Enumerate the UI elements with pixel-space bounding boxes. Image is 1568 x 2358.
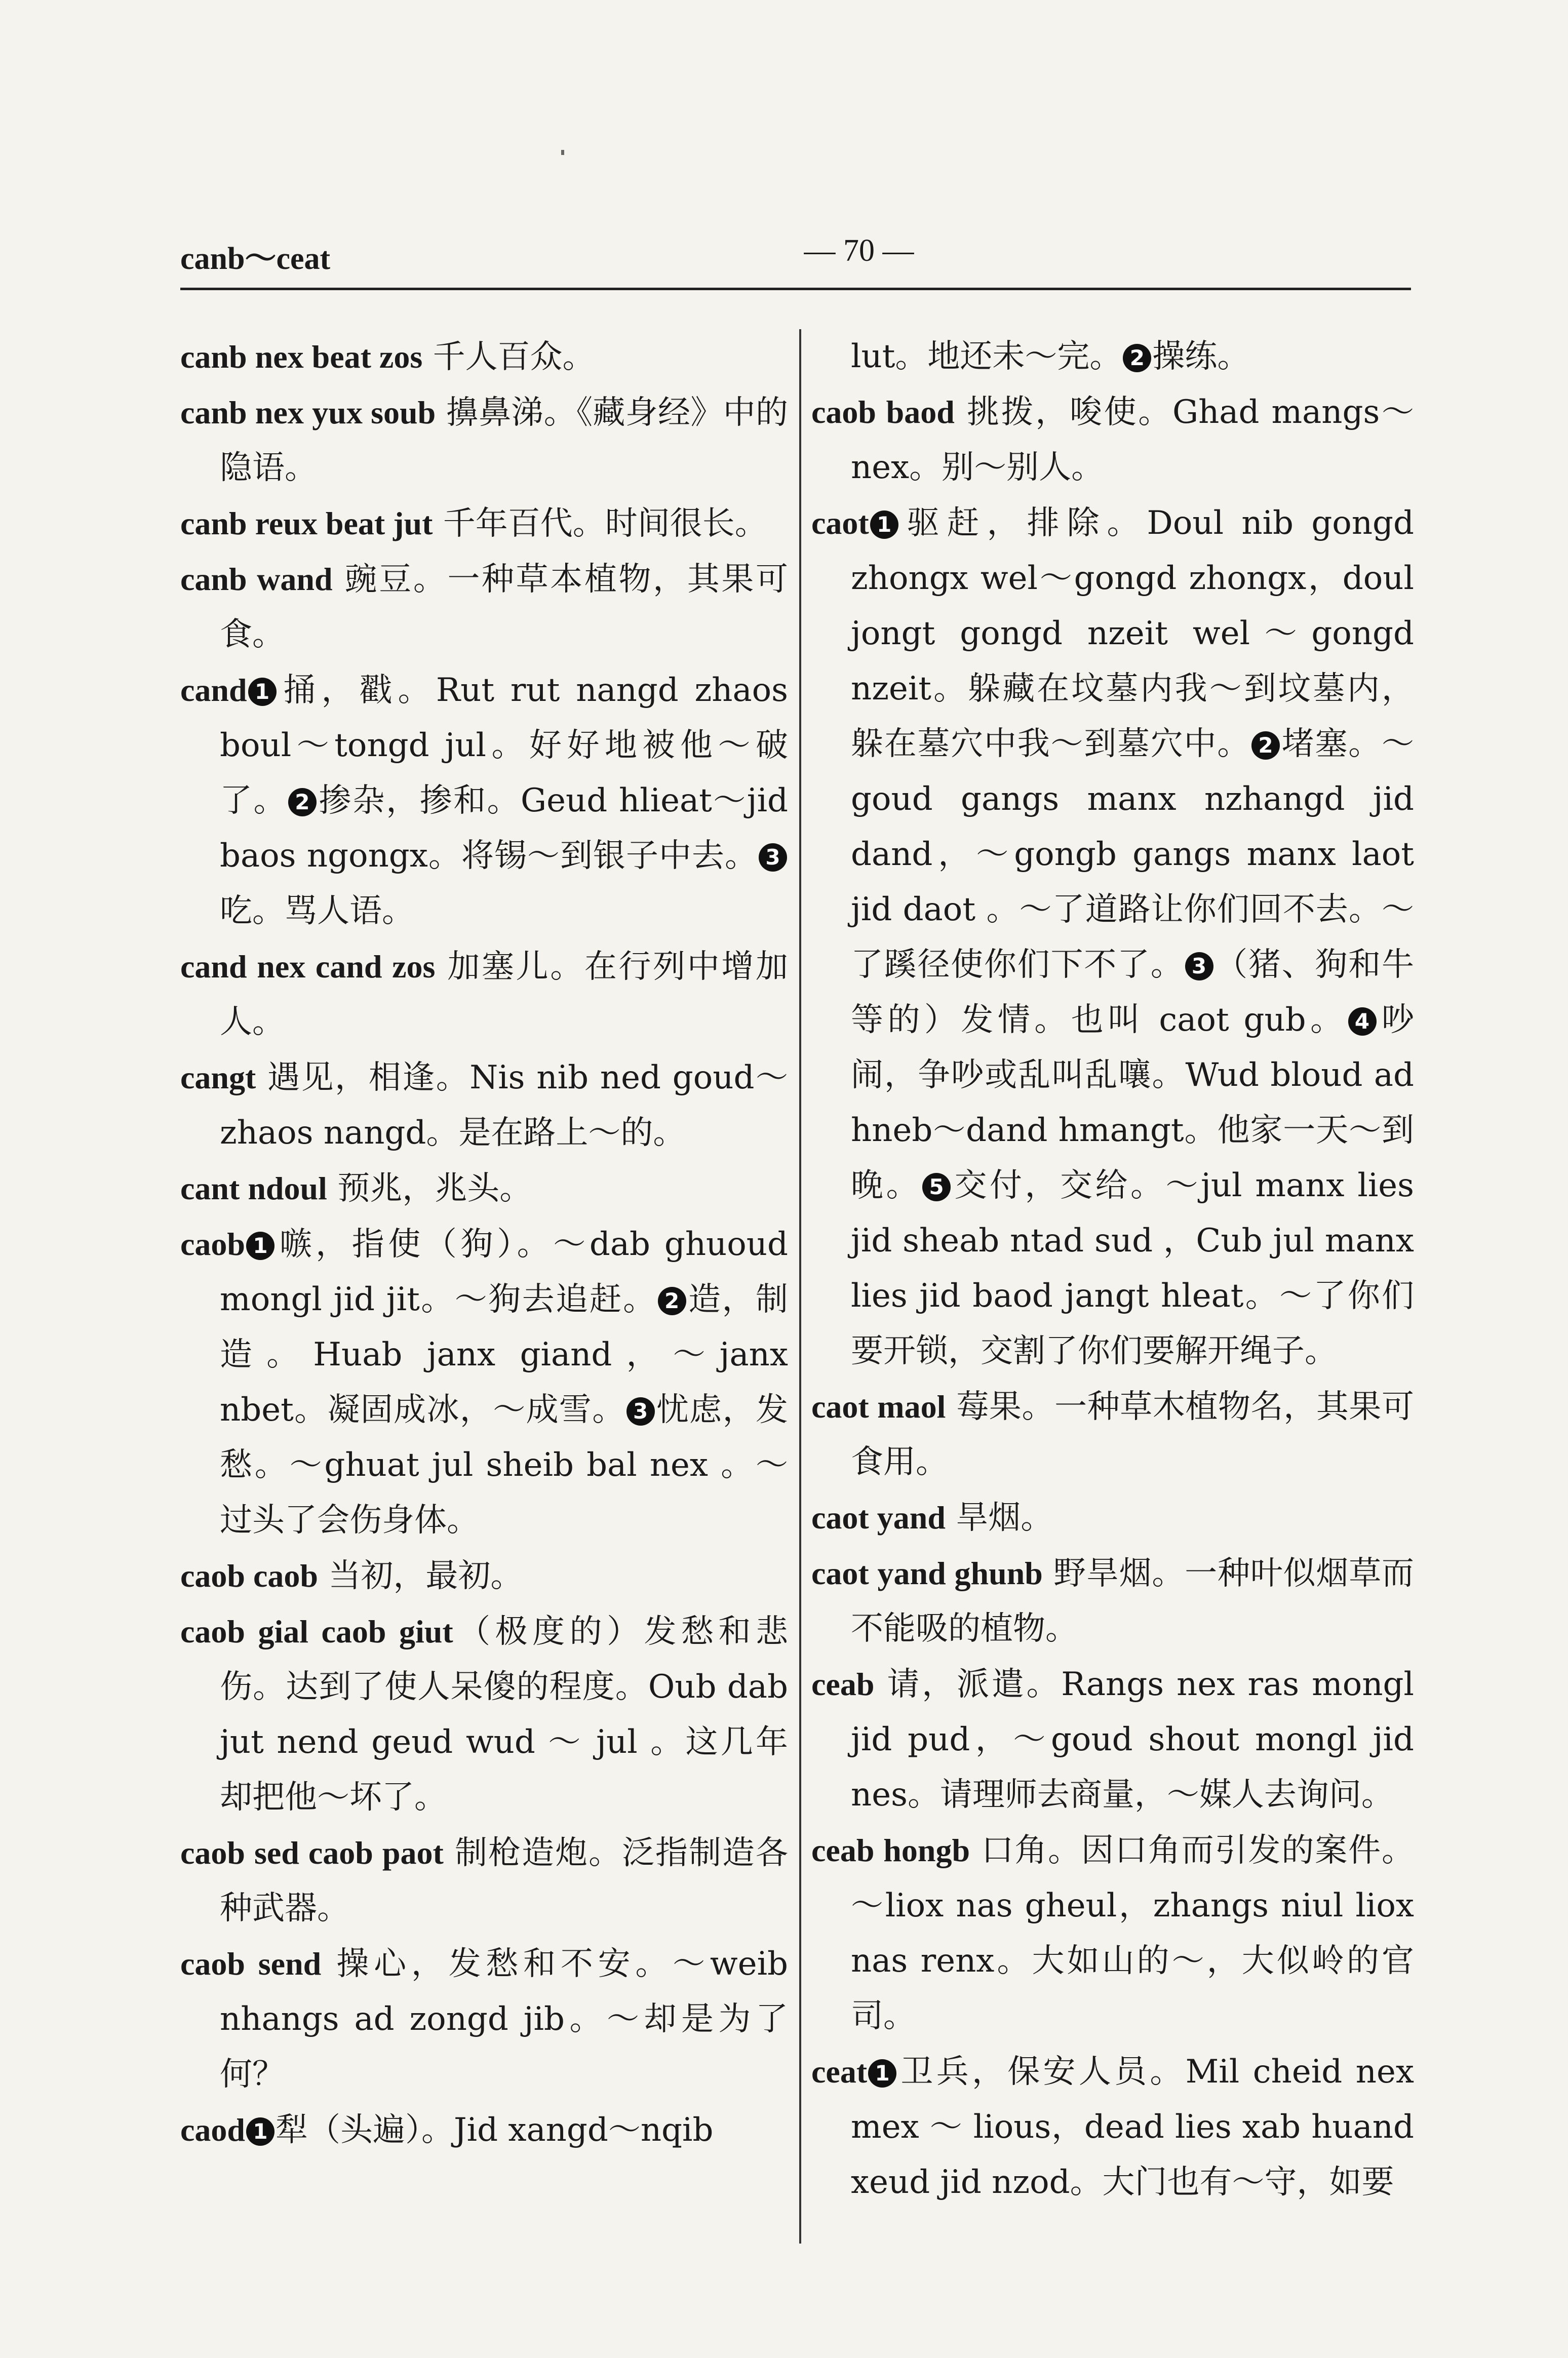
sense-number: 1 (248, 678, 277, 706)
dictionary-entry (180, 1161, 788, 1216)
entry-headword: caob gial caob giut (180, 1614, 453, 1649)
page-number: — 70 — (804, 233, 914, 268)
sense-number: 2 (288, 788, 317, 816)
entry-headword: cand nex cand zos (180, 949, 436, 985)
header-range: canb～ceat (180, 242, 331, 276)
entry-headword: ceab (811, 1666, 875, 1702)
entry-headword: canb wand (180, 561, 333, 597)
dictionary-entry (811, 495, 1414, 1379)
entry-headword: cangt (180, 1059, 256, 1095)
left-column (180, 329, 788, 2158)
entry-text: 造，制造。Huab janx giand，～janx nbet。凝固成冰，～成雪。 (220, 1281, 789, 1429)
entry-text: 当初，最初。 (318, 1557, 523, 1595)
dictionary-entry (180, 2102, 788, 2158)
dictionary-entry (180, 1050, 788, 1161)
dictionary-entry (180, 552, 788, 662)
dictionary-entry (811, 329, 1414, 384)
entry-text: 擤鼻涕。《藏身经》中的隐语。 (220, 394, 788, 487)
speck (561, 150, 564, 155)
right-column (811, 329, 1414, 2210)
dictionary-entry (180, 662, 788, 939)
entry-headword: caob send (180, 1946, 322, 1982)
entry-text: 请，派遣。Rangs nex ras mongl jid pud，～goud shout mongl jid nes。请理师去商量，～媒人去询问。 (851, 1666, 1414, 1814)
sense-number: 2 (658, 1287, 686, 1315)
entry-text: 预兆，兆头。 (327, 1170, 532, 1207)
entry-text: 忧虑，发愁。～ghuat jul sheib bal nex 。～过头了会伤身体。 (220, 1391, 789, 1539)
dictionary-entry (811, 1823, 1414, 2044)
entry-text: 吃。骂人语。 (220, 892, 414, 930)
entry-headword: canb nex beat zos (180, 339, 423, 375)
dictionary-entry (180, 1548, 788, 1604)
sense-number: 1 (870, 510, 898, 539)
entry-text: 制枪造炮。泛指制造各种武器。 (220, 1834, 789, 1927)
entry-headword: cant ndoul (180, 1170, 327, 1206)
dictionary-entry (811, 1546, 1414, 1657)
entry-headword: canb nex yux soub (180, 395, 436, 430)
entry-text: 旱烟。 (945, 1499, 1053, 1537)
entry-text: lut。地还未～完。 (851, 338, 1122, 375)
dictionary-entry (180, 1216, 788, 1548)
dictionary-entry (180, 1825, 788, 1936)
sense-number: 3 (1185, 952, 1213, 980)
entry-text: 掺杂，掺和。Geud hlieat～jid baos ngongx。将锡～到银子中去。 (220, 782, 789, 875)
entry-headword: caot (811, 505, 869, 541)
sense-number: 1 (246, 2117, 275, 2146)
dictionary-entry (811, 384, 1414, 495)
page-header (180, 223, 1411, 279)
entry-headword: caob baod (811, 394, 955, 430)
entry-text: 口角。因口角而引发的案件。～liox nas gheul，zhangs niul liox nas renx。大如山的～，大似岭的官司。 (851, 1832, 1414, 2035)
entry-text: 遇见，相逢。Nis nib ned goud～zhaos nangd。是在路上～的。 (220, 1059, 788, 1152)
entry-text: 操心，发愁和不安。～weib nhangs ad zongd jib。～却是为了何？ (220, 1945, 789, 2093)
column-divider (799, 329, 801, 2244)
dictionary-entry (180, 1936, 788, 2102)
dictionary-entry (811, 1379, 1414, 1490)
entry-text: 操练。 (1152, 338, 1250, 375)
entry-text: 捅，戳。Rut rut nangd zhaos boul～tongd jul。好好地被他～破了。 (220, 672, 788, 819)
entry-headword: caot maol (811, 1389, 946, 1425)
entry-text: 嗾，指使（狗）。～dab ghuoud mongl jid jit。～狗去追赶。 (220, 1226, 788, 1318)
dictionary-entry (811, 2044, 1414, 2210)
entry-text: 千人百众。 (422, 338, 595, 376)
dictionary-entry (180, 496, 788, 552)
entry-text: 堵塞。～goud gangs manx nzhangd jid dand，～gongb gangs manx laot jid daot 。～了道路让你们回不去。～了蹊径使你们下不了。 (851, 725, 1414, 984)
entry-headword: caob sed caob paot (180, 1835, 444, 1871)
entry-text: 犁（头遍）。Jid xangd～nqib (276, 2111, 714, 2149)
sense-number: 1 (868, 2059, 896, 2088)
header-rule (180, 288, 1411, 290)
entry-text: 挑拨，唆使。Ghad mangs～nex。别～别人。 (851, 394, 1415, 486)
entry-headword: caob (180, 1226, 245, 1262)
dictionary-entry (811, 1657, 1414, 1823)
entry-headword: ceat (811, 2054, 868, 2090)
entry-headword: caot yand ghunb (811, 1555, 1043, 1591)
entry-text: 驱赶，排除。Doul nib gongd zhongx wel～gongd zhongx，doul jongt gongd nzeit wel～gongd nzeit。躲藏在坟墓内我～到坟墓内，躲在墓穴中我～到墓穴中。 (851, 504, 1414, 763)
entry-text: （极度的）发愁和悲伤。达到了使人呆傻的程度。Oub dab jut nend geud wud ～ jul 。这几年却把他～坏了。 (220, 1613, 788, 1816)
dictionary-entry (180, 939, 788, 1050)
entry-headword: caot yand (811, 1500, 946, 1536)
entry-headword: canb reux beat jut (180, 505, 433, 541)
sense-number: 1 (246, 1232, 275, 1260)
entry-text: 莓果。一种草木植物名，其果可食用。 (851, 1388, 1415, 1481)
entry-headword: caod (180, 2112, 245, 2148)
dictionary-entry (180, 329, 788, 385)
dictionary-entry (180, 385, 788, 496)
entry-text: 卫兵，保安人员。Mil cheid nex mex ～ lious，dead lies xab huand xeud jid nzod。大门也有～守，如要 (851, 2053, 1414, 2201)
entry-headword: cand (180, 672, 247, 708)
entry-headword: ceab hongb (811, 1832, 970, 1868)
sense-number: 3 (626, 1397, 655, 1426)
sense-number: 3 (759, 843, 787, 872)
sense-number: 4 (1348, 1007, 1377, 1036)
dictionary-entry (811, 1490, 1414, 1546)
entry-headword: caob caob (180, 1558, 318, 1594)
sense-number: 2 (1251, 731, 1280, 760)
entry-text: 吵闹，争吵或乱叫乱嚷。Wud bloud ad hneb～dand hmangt。他家一天～到晚。 (851, 1001, 1415, 1204)
entry-text: 交付，交给。～jul manx lies jid sheab ntad sud ，Cub jul manx lies jid baod jangt hleat。～了你们要开锁，交割了你们要解开绳子。 (851, 1167, 1415, 1370)
entry-text: （猪、狗和牛等的）发情。也叫 caot gub。 (851, 946, 1414, 1039)
dictionary-entry (180, 1604, 788, 1825)
sense-number: 5 (922, 1173, 951, 1201)
entry-text: 野旱烟。一种叶似烟草而不能吸的植物。 (851, 1555, 1415, 1647)
entry-text: 加塞儿。在行列中增加人。 (220, 948, 789, 1041)
entry-text: 千年百代。时间很长。 (433, 505, 767, 542)
entry-text: 豌豆。一种草本植物，其果可食。 (220, 561, 789, 653)
sense-number: 2 (1123, 344, 1151, 372)
